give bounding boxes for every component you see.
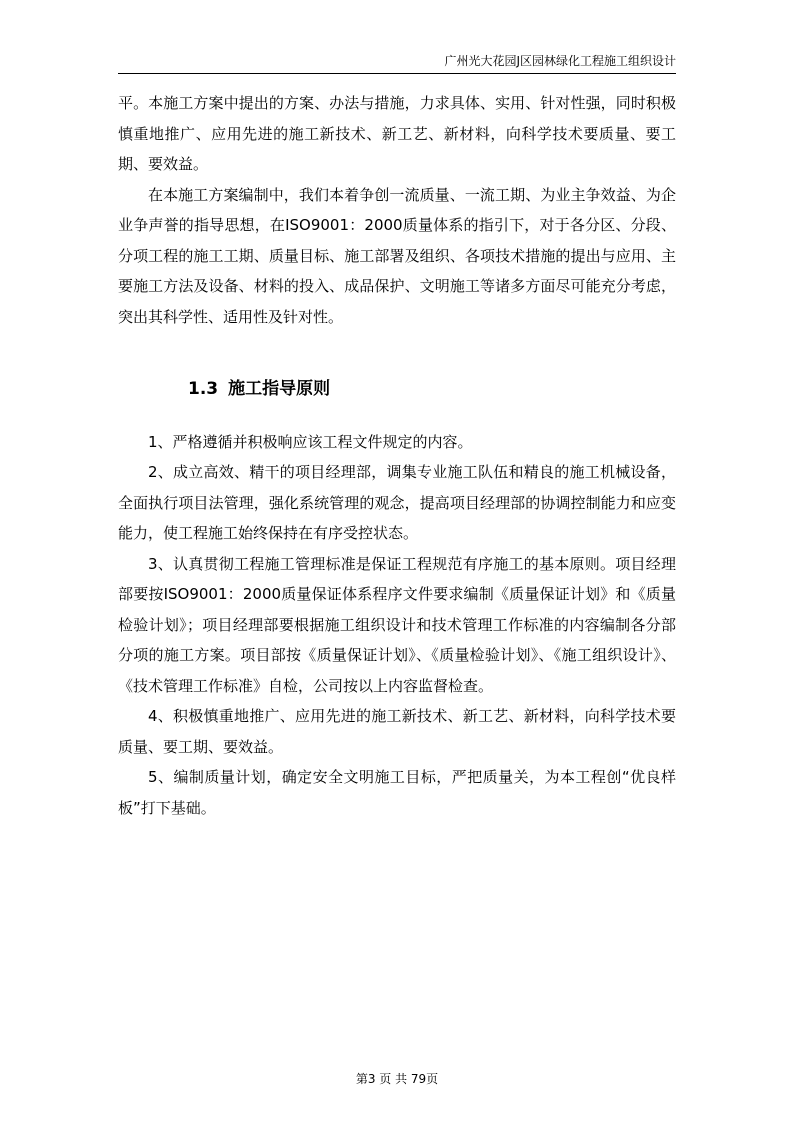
section-number: 1.3 bbox=[188, 379, 219, 399]
page-number: 第3 页 共 79页 bbox=[355, 1072, 439, 1086]
running-header: 广州光大花园J区园林绿化工程施工组织设计 bbox=[444, 54, 676, 68]
principle-item: 5、编制质量计划，确定安全文明施工目标，严把质量关，为本工程创“优良样板”打下基础。 bbox=[118, 768, 676, 817]
principle-item: 4、积极慎重地推广、应用先进的施工新技术、新工艺、新材料，向科学技术要质量、要工期、要效益。 bbox=[118, 707, 676, 756]
document-body bbox=[118, 88, 676, 823]
header-divider bbox=[118, 73, 676, 74]
paragraph-approach: 在本施工方案编制中，我们本着争创一流质量、一流工期、为业主争效益、为企业争声誉的指导思想，在ISO9001：2000质量体系的指引下，对于各分区、分段、分项工程的施工工期、质量目标、施工部署及组织、各项技术措施的提出与应用、主要施工方法及设备、材料的投入、成品保护、文明施工等诸多方面尽可能充分考虑，突出其科学性、适用性及针对性。 bbox=[118, 185, 676, 326]
paragraph-continued: 平。本施工方案中提出的方案、办法与措施，力求具体、实用、针对性强，同时积极慎重地推广、应用先进的施工新技术、新工艺、新材料，向科学技术要质量、要工期、要效益。 bbox=[118, 94, 676, 173]
principle-item: 1、严格遵循并积极响应该工程文件规定的内容。 bbox=[148, 432, 473, 451]
section-title: 施工指导原则 bbox=[228, 379, 331, 399]
principle-item: 2、成立高效、精干的项目经理部，调集专业施工队伍和精良的施工机械设备，全面执行项目法管理，强化系统管理的观念，提高项目经理部的协调控制能力和应变能力，使工程施工始终保持在有序受控状态。 bbox=[118, 463, 676, 542]
principle-item: 3、认真贯彻工程施工管理标准是保证工程规范有序施工的基本原则。项目经理部要按ISO9001：2000质量保证体系程序文件要求编制《质量保证计划》和《质量检验计划》；项目经理部要根据施工组织设计和技术管理工作标准的内容编制各分部分项的施工方案。项目部按《质量保证计划》、《质量检验计划》、《施工组织设计》、《技术管理工作标准》自检，公司按以上内容监督检查。 bbox=[118, 554, 676, 695]
section-heading bbox=[188, 374, 676, 405]
